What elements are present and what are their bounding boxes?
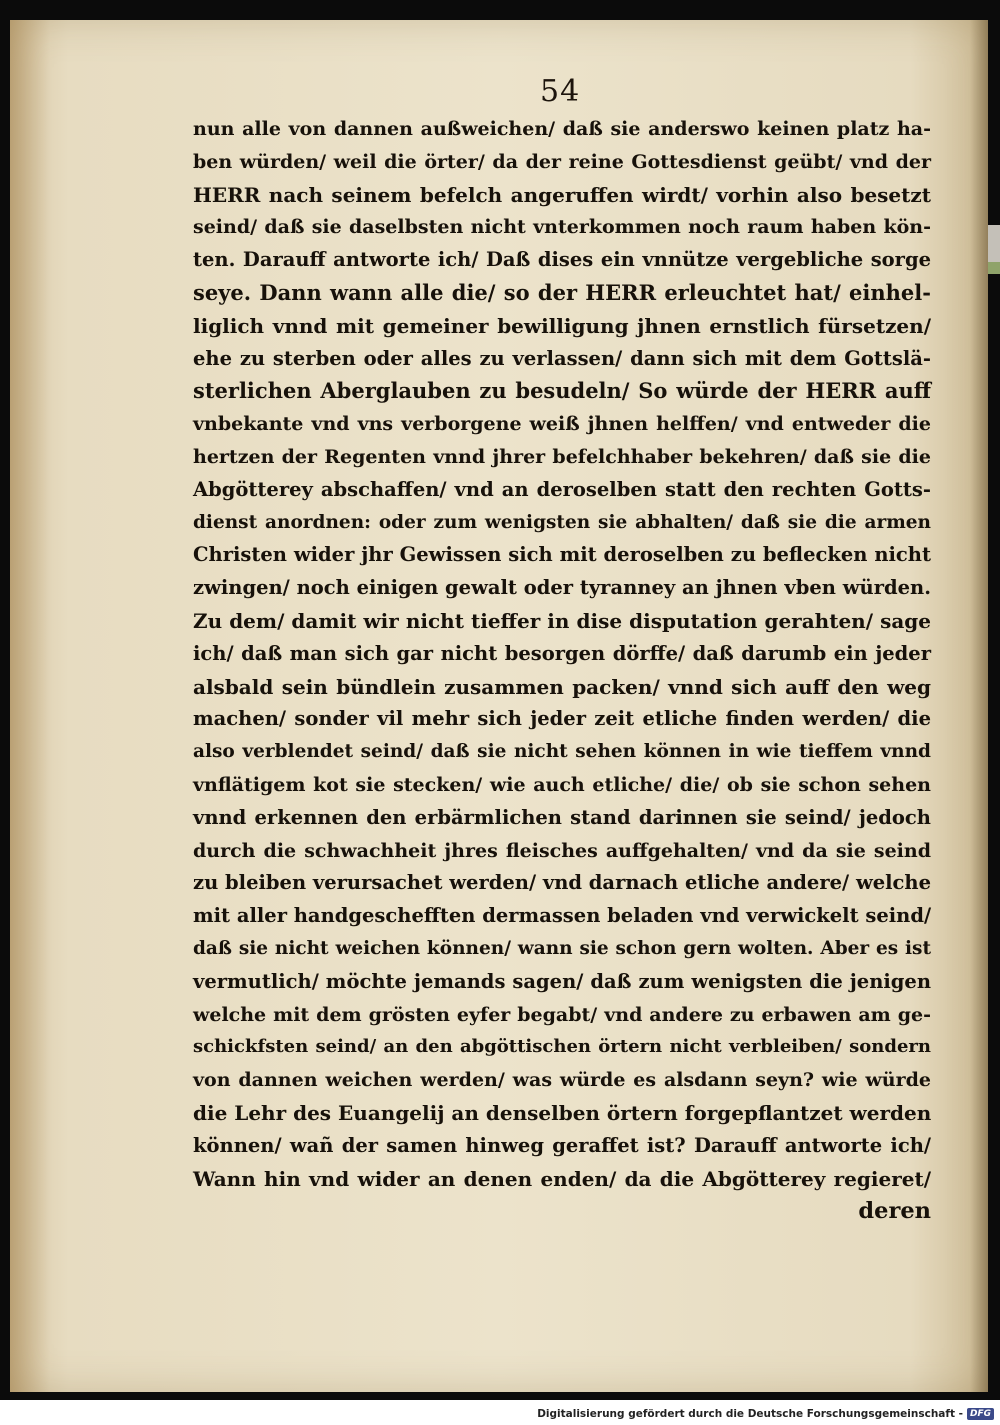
text-line: schickfsten seind/ an den abgöttischen örtern nicht verbleiben/ sondern bbox=[193, 1036, 931, 1058]
text-line: ich/ daß man sich gar nicht besorgen dörffe/ daß darumb ein jeder bbox=[193, 641, 931, 665]
text-line: nun alle von dannen außweichen/ daß sie anderswo keinen platz ha- bbox=[193, 118, 931, 140]
text-line: liglich vnnd mit gemeiner bewilligung jhnen ernstlich fürsetzen/ bbox=[193, 313, 931, 338]
text-line: also verblendet seind/ daß sie nicht sehen können in wie tieffem vnnd bbox=[193, 741, 931, 763]
text-line: ben würden/ weil die örter/ da der reine Gottesdienst geübt/ vnd der bbox=[193, 150, 931, 173]
text-line: ehe zu sterben oder alles zu verlassen/ dann sich mit dem Gottslä- bbox=[193, 346, 931, 370]
text-line: alsbald sein bündlein zusammen packen/ vnnd sich auff den weg bbox=[193, 674, 931, 699]
text-line: ten. Darauff antworte ich/ Daß dises ein vnnütze vergebliche sorge bbox=[193, 248, 931, 272]
text-line: Wann hin vnd wider an denen enden/ da die Abgötterey regieret/ bbox=[193, 1166, 931, 1191]
text-line: HERR nach seinem befelch angeruffen wirdt/ vorhin also besetzt bbox=[193, 182, 931, 207]
body-text bbox=[193, 113, 931, 1228]
text-line: durch die schwachheit jhres fleisches auffgehalten/ vnd da sie seind bbox=[193, 839, 931, 862]
color-target-tab-green bbox=[986, 262, 1000, 274]
text-line: vermutlich/ möchte jemands sagen/ daß zum wenigsten die jenigen bbox=[193, 969, 931, 993]
text-line: seind/ daß sie daselbsten nicht vnterkommen noch raum haben kön- bbox=[193, 216, 931, 239]
text-line: seye. Dann wann alle die/ so der HERR erleuchtet hat/ einhel- bbox=[193, 279, 931, 305]
text-line: dienst anordnen: oder zum wenigsten sie abhalten/ daß sie die armen bbox=[193, 511, 931, 533]
text-line: zu bleiben verursachet werden/ vnd darnach etliche andere/ welche bbox=[193, 871, 931, 895]
page-number: 54 bbox=[540, 74, 581, 109]
text-line: von dannen weichen werden/ was würde es alsdann seyn? wie würde bbox=[193, 1069, 931, 1092]
color-target-tab bbox=[986, 225, 1000, 265]
catchword: deren bbox=[858, 1198, 931, 1225]
text-line: die Lehr des Euangelij an denselben örtern forgepflantzet werden bbox=[193, 1100, 932, 1125]
text-line: vnbekante vnd vns verborgene weiß jhnen helffen/ vnd entweder die bbox=[193, 413, 931, 436]
text-line: vnflätigem kot sie stecken/ wie auch etliche/ die/ ob sie schon sehen bbox=[193, 773, 931, 796]
text-line: Abgötterey abschaffen/ vnd an deroselben statt den rechten Gotts- bbox=[193, 477, 931, 501]
text-line: hertzen der Regenten vnnd jhrer befelchhaber bekehren/ daß sie die bbox=[193, 445, 931, 468]
text-line: sterlichen Aberglauben zu besudeln/ So würde der HERR auff bbox=[193, 378, 931, 404]
text-line: vnnd erkennen den erbärmlichen stand darinnen sie seind/ jedoch bbox=[193, 805, 931, 829]
page-gutter bbox=[970, 20, 988, 1392]
text-line: machen/ sonder vil mehr sich jeder zeit etliche finden werden/ die bbox=[193, 707, 931, 731]
text-line: zwingen/ noch einigen gewalt oder tyranney an jhnen vben würden. bbox=[193, 576, 931, 600]
text-line: können/ wañ der samen hinweg geraffet ist? Darauff antworte ich/ bbox=[193, 1133, 931, 1157]
text-line: Zu dem/ damit wir nicht tieffer in dise disputation gerahten/ sage bbox=[193, 608, 931, 633]
footer-text: Digitalisierung gefördert durch die Deutsche Forschungsgemeinschaft - bbox=[537, 1408, 963, 1420]
text-line: mit aller handgeschefften dermassen beladen vnd verwickelt seind/ bbox=[193, 904, 932, 928]
text-line: welche mit dem grösten eyfer begabt/ vnd andere zu erbawen am ge- bbox=[193, 1003, 931, 1026]
dfg-logo: DFG bbox=[967, 1408, 994, 1420]
text-line: daß sie nicht weichen können/ wann sie schon gern wolten. Aber es ist bbox=[193, 937, 931, 959]
page-edge-stain bbox=[10, 20, 50, 1392]
text-line: Christen wider jhr Gewissen sich mit deroselben zu beflecken nicht bbox=[193, 543, 931, 567]
footer-credit bbox=[537, 1408, 994, 1420]
